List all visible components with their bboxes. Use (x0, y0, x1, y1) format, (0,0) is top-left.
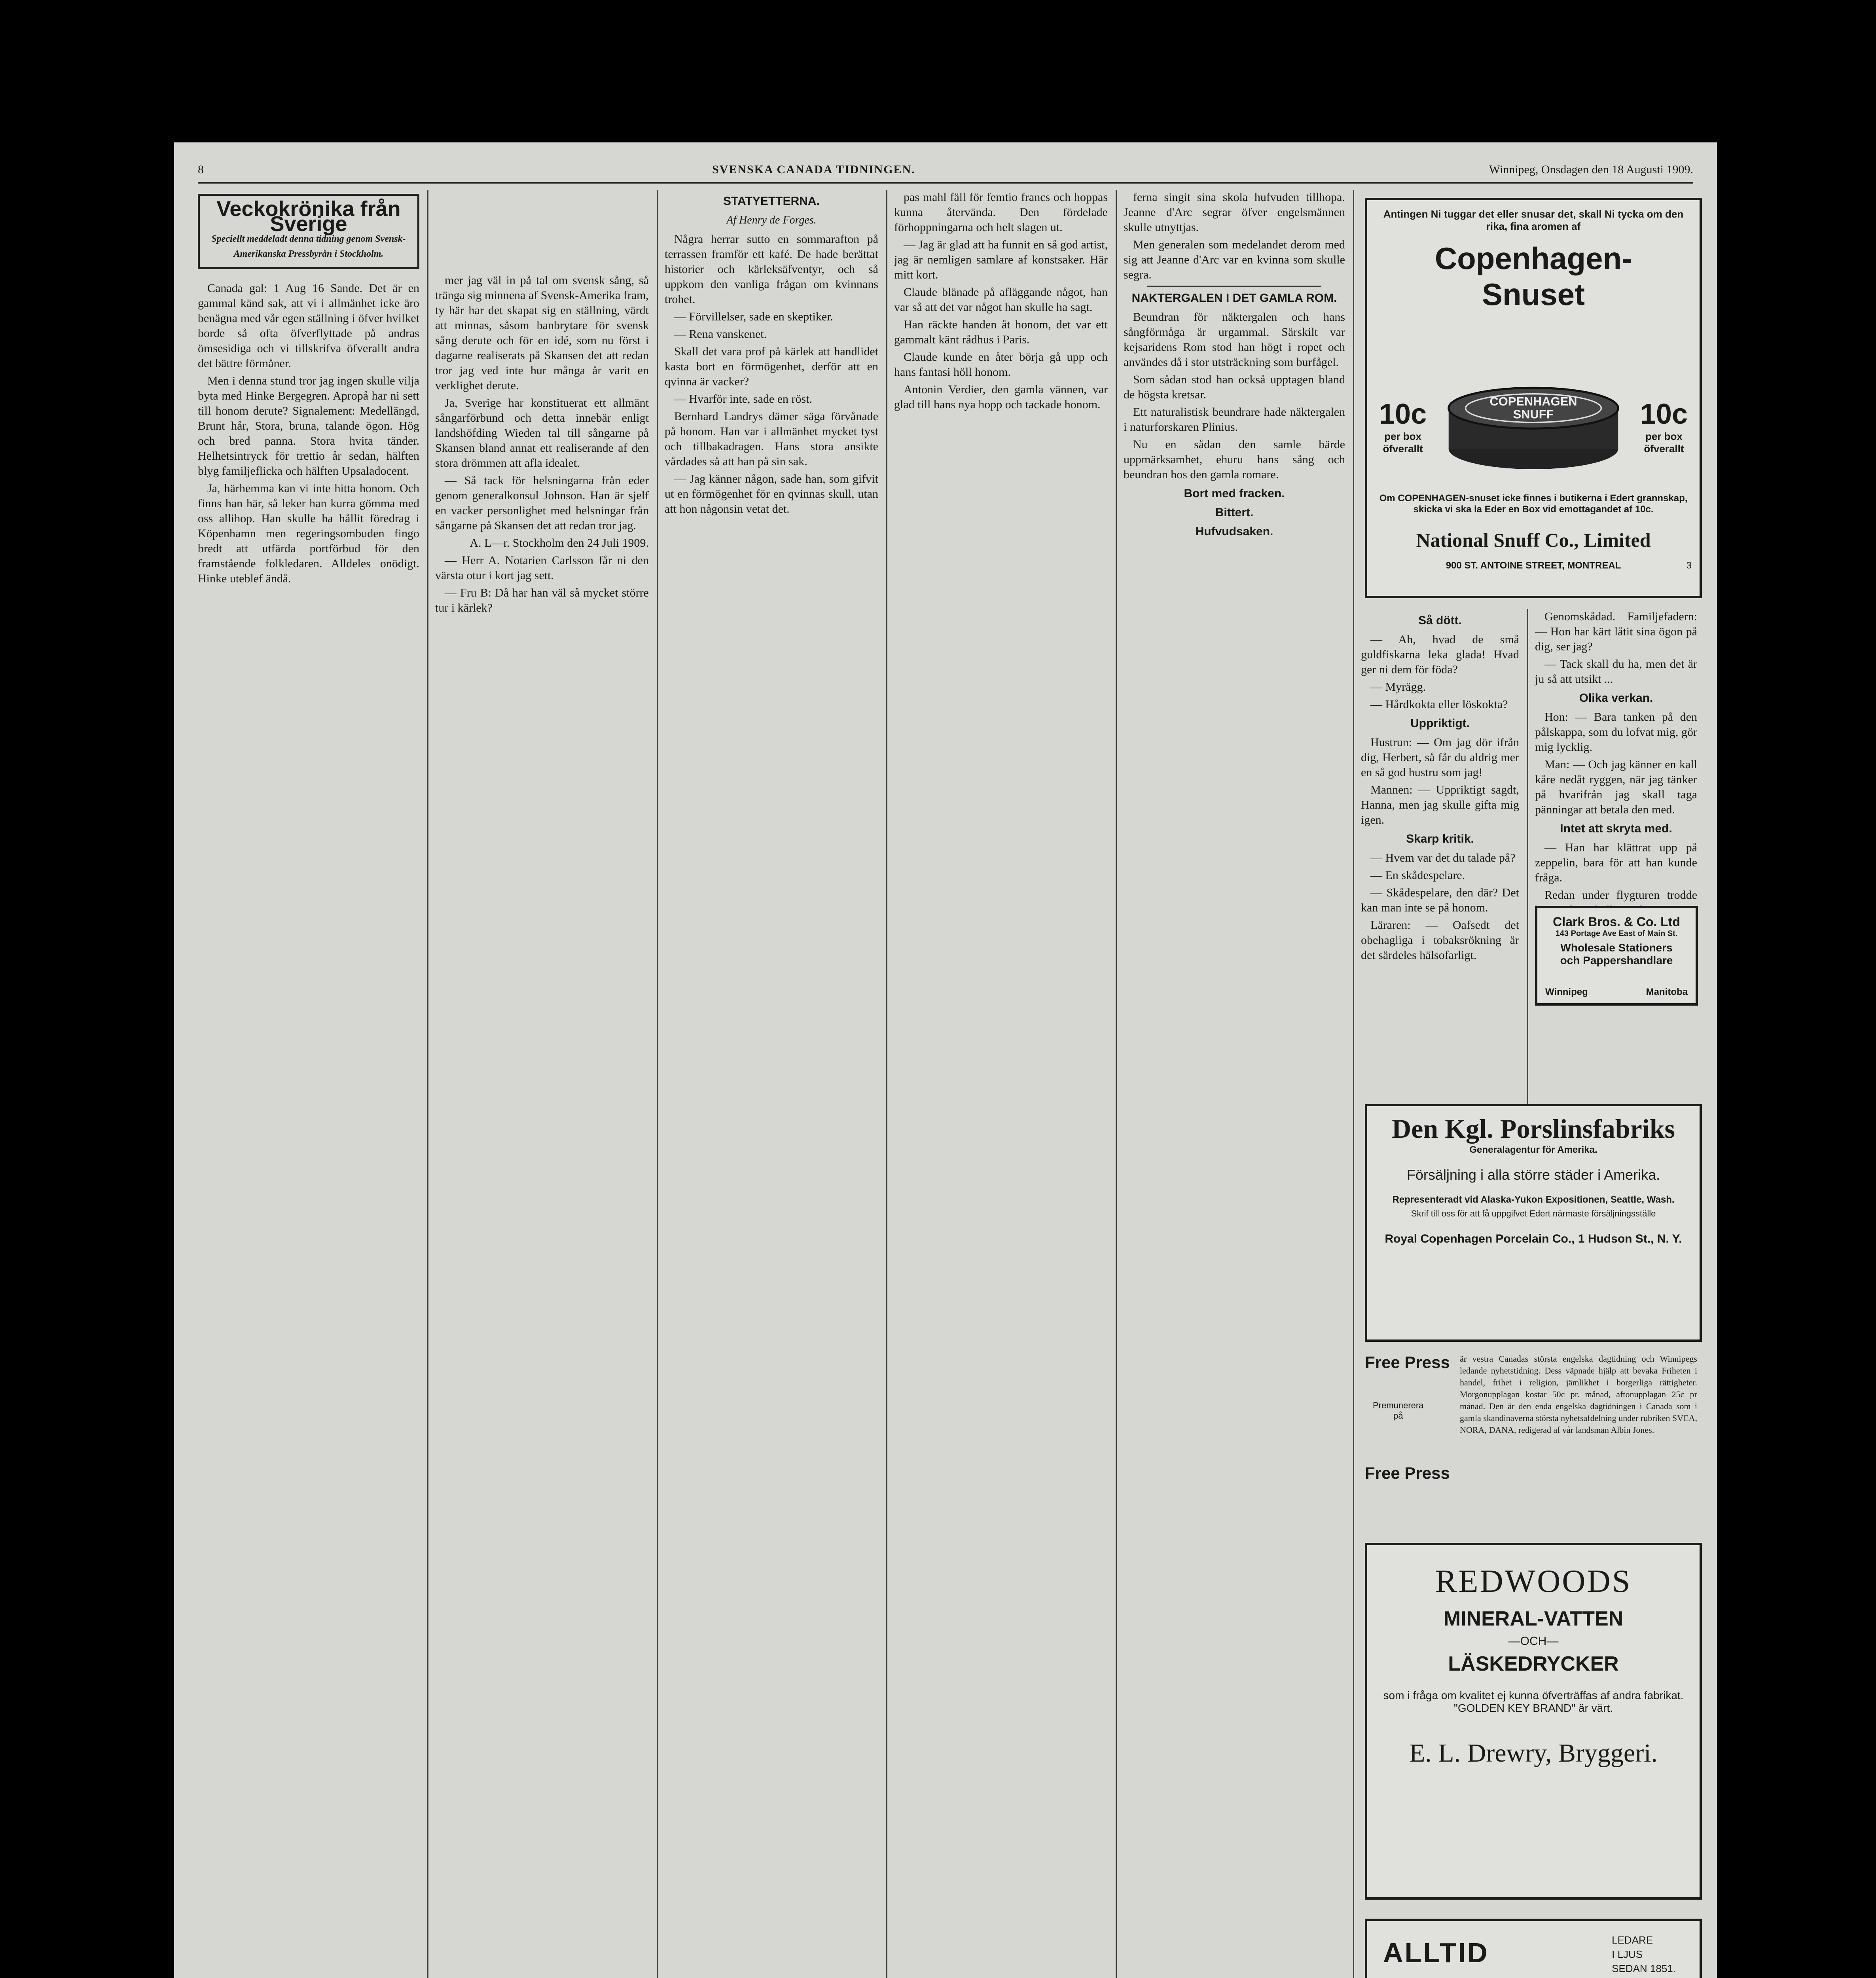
redwoods-line2: —OCH— (1508, 1635, 1559, 1648)
joke-paragraph: Hon: — Bara tanken på den pålskappa, som du lofvat mig, gör mig lycklig. (1535, 710, 1697, 754)
article-paragraph: Han räckte handen åt honom, det var ett gammalt känt rådhus i Paris. (894, 318, 1108, 346)
snuff-per-box: per box (1384, 430, 1422, 442)
article-paragraph: — Jag är glad att ha funnit en så god artist, jag är nemligen samlare af konstsaker. Här mitt kort. (894, 238, 1108, 281)
page-dateline: Winnipeg, Onsdagen den 18 Augusti 1909. (1489, 163, 1693, 176)
redwoods-line3: LÄSKEDRYCKER (1448, 1652, 1619, 1675)
snuff-everywhere: öfverallt (1644, 443, 1684, 455)
story-heading: NAKTERGALEN I DET GAMLA ROM. (1131, 292, 1337, 305)
snuff-address: 900 ST. ANTOINE STREET, MONTREAL (1446, 560, 1621, 571)
article-paragraph: Några herrar sutto en sommarafton på terrassen framför ett kafé. De hade berättat historier och kärleksäfventyr, och så uppkom den vanliga frågan om kvinnans trohet. (665, 233, 878, 306)
column-rule (1527, 609, 1528, 1116)
column-4 (894, 190, 1108, 1978)
snuff-everywhere: öfverallt (1383, 443, 1423, 455)
snuff-ad-note: Om COPENHAGEN-snuset icke finnes i butikerna i Edert grannskap, skicka vi ska la Eder en Box vid emottagandet af 10c. (1379, 493, 1688, 515)
joke-paragraph: — Myrägg. (1370, 680, 1426, 693)
snuff-price: 10c (1379, 398, 1427, 430)
story-heading: Bort med fracken. (1184, 487, 1285, 500)
joke-paragraph: — Skådespelare, den där? Det kan man inte se på honom. (1361, 886, 1519, 914)
column-rule (1353, 190, 1354, 1978)
clark-address: 143 Portage Ave East of Main St. (1555, 929, 1678, 938)
eddy-alltid: ALLTID (1383, 1937, 1489, 1968)
column-2 (435, 273, 649, 1978)
article-paragraph: Beundran för näktergalen och hans sångförmåga är urgammal. Särskilt var kejsaridens Rom stod han högt i ropet och användes då i stor utsträckning som burfågel. (1124, 311, 1345, 369)
joke-paragraph: Läraren: — Oafsedt det obehagliga i tobaksrökning är det särdeles hälsofarligt. (1361, 919, 1519, 962)
story-heading: STATYETTERNA. (723, 195, 820, 208)
redwoods-text: som i fråga om kvalitet ej kunna öfverträffas af andra fabrikat. "GOLDEN KEY BRAND" är värt. (1383, 1689, 1684, 1714)
joke-paragraph: Hustrun: — Om jag dör ifrån dig, Herbert, så får du aldrig mer en så god hustru som jag! (1361, 736, 1519, 779)
story-heading: Hufvudsaken. (1195, 525, 1273, 538)
joke-paragraph: Man: — Och jag känner en kall kåre nedåt ryggen, när jag tänker på hvarifrån jag skall taga pänningar att betala den med. (1535, 758, 1697, 816)
joke-paragraph: Redan under flygturen trodde (1544, 889, 1697, 902)
page-header (198, 158, 1693, 184)
tin-label-1: COPENHAGEN (1489, 394, 1577, 408)
joke-paragraph: — Hvem var det du talade på? (1370, 851, 1516, 864)
porcelain-title: Den Kgl. Porslinsfabriks (1392, 1114, 1675, 1144)
article-paragraph: — Herr A. Notarien Carlsson får ni den värsta otur i kort jag sett. (435, 554, 649, 582)
tin-label-2: SNUFF (1513, 407, 1554, 421)
eddy-ad (1365, 1919, 1702, 1978)
article-paragraph: — Förvillelser, sade en skeptiker. (674, 310, 834, 323)
column-5 (1124, 190, 1345, 1978)
page-number: 8 (198, 163, 204, 176)
eddy-leader-line: I LJUS (1612, 1948, 1643, 1960)
column-1 (198, 190, 419, 1978)
joke-paragraph: — Tack skall du ha, men det är ju så att utsikt ... (1535, 657, 1697, 686)
article-paragraph: Men i denna stund tror jag ingen skulle vilja byta med Hinke Bergegren. Apropå har ni sett till honom derute? Signalement: Medellängd, Brunt hår, Stora, bruna, talande ögon. Hög och bred panna. Stora hvita tänder. Helhetsintryck för trettio år sedan, hälften blyg familjeflicka och hälften Upsaladocent. (198, 374, 419, 477)
clark-name: Clark Bros. & Co. Ltd (1553, 915, 1680, 929)
eddy-leader-line: SEDAN 1851. (1612, 1963, 1676, 1974)
article-paragraph: — Rena vanskenet. (674, 328, 767, 341)
porcelain-write: Skrif till oss för att få uppgifvet Edert närmaste försäljningsställe (1411, 1209, 1656, 1218)
porcelain-company: Royal Copenhagen Porcelain Co., 1 Hudson St., N. Y. (1385, 1232, 1682, 1245)
free-press-label: Free Press (1365, 1464, 1450, 1482)
clark-bros-ad (1535, 906, 1698, 1006)
free-press-middle (1373, 1400, 1423, 1421)
article-paragraph: Claude blänade på afläggande något, han var så att det var något han skulle ha sagt. (894, 286, 1108, 314)
snuff-brand-line2: Snuset (1482, 277, 1585, 312)
redwoods-title: REDWOODS (1435, 1563, 1632, 1599)
joke-heading: Så dött. (1418, 614, 1462, 627)
column-7 (1535, 609, 1697, 902)
article-paragraph: Men generalen som medelandet derom med sig att Jeanne d'Arc var en kvinna som skulle segra. (1124, 238, 1345, 281)
story-byline: Af Henry de Forges. (726, 214, 817, 226)
snuff-price-right (1640, 398, 1688, 455)
free-press-label: Free Press (1365, 1353, 1450, 1372)
clark-line2: och Pappershandlare (1560, 954, 1673, 966)
column-3 (665, 190, 878, 1978)
chronicle-title: Veckokrönika från Sverige (216, 197, 401, 236)
snuff-per-box: per box (1645, 430, 1683, 442)
joke-heading: Uppriktigt. (1410, 717, 1470, 730)
article-paragraph: — Jag känner någon, sade han, som gifvit ut en förmögenhet för en qvinnas skull, utan att hon någonsin vetat det. (665, 472, 878, 515)
article-paragraph: Ett naturalistisk beundrare hade näktergalen i naturforskaren Plinius. (1124, 405, 1345, 434)
paper-title: SVENSKA CANADA TIDNINGEN. (712, 163, 915, 176)
article-paragraph: — Fru B: Då har han väl så mycket större tur i kärlek? (435, 586, 649, 614)
clark-province: Manitoba (1646, 987, 1688, 997)
chronicle-title-box (198, 194, 419, 269)
joke-heading: Intet att skryta med. (1560, 822, 1672, 835)
article-paragraph: Nu en sådan den samle bärde uppmärksamhet, ehuru hans sång och beundran hos den gamla romare. (1124, 438, 1345, 481)
snuff-brand-line1: Copenhagen- (1434, 241, 1632, 276)
snuff-ad (1365, 198, 1702, 598)
article-paragraph: — Så tack för helsningarna från eder genom generalkonsul Johnson. Han är sjelf en vacker personlighet med helsningar från sångarne på Skansen det att redan tror jag. (435, 474, 649, 532)
free-press-ad (1365, 1353, 1697, 1519)
column-rule (657, 190, 658, 1978)
free-press-pa: på (1393, 1411, 1403, 1421)
porcelain-sales: Försäljning i alla större städer i Amerika. (1406, 1167, 1660, 1183)
snuff-price: 10c (1640, 398, 1688, 430)
porcelain-agent: Generalagentur för Amerika. (1469, 1144, 1597, 1155)
clark-line1: Wholesale Stationers (1560, 942, 1673, 954)
section-divider (1147, 286, 1321, 287)
article-paragraph: Canada gal: 1 Aug 16 Sande. Det är en gammal känd sak, att vi i allmänhet icke äro benägna med vår egen ställning i öfver hvilket borde så ofta öfverflyttade på andras ömsesidiga och vi tillskrifva öfverallt andra det bättre förmåner. (198, 282, 419, 370)
redwoods-ad (1365, 1543, 1702, 1900)
article-paragraph: mer jag väl in på tal om svensk sång, så tränga sig minnena af Svensk-Amerika fram, ty här har det skapat sig en ställning, värdt att minnas, såsom banbrytare för svensk sång derute och för en idé, som nu först i dagarne realiserats på Skansen det att redan tror jag ved inte hur många år varit en verklighet derute. (435, 274, 649, 392)
joke-heading: Skarp kritik. (1406, 832, 1474, 845)
joke-paragraph: Mannen: — Uppriktigt sagdt, Hanna, men jag skulle gifta mig igen. (1361, 783, 1519, 826)
article-paragraph: Skall det vara prof på kärlek att handlidet kasta bort en förmögenhet, derför att en qvinna är vacker? (665, 345, 878, 388)
redwoods-line1: MINERAL-VATTEN (1443, 1607, 1624, 1630)
porcelain-ad (1365, 1104, 1702, 1342)
porcelain-expo: Representeradt vid Alaska-Yukon Expositionen, Seattle, Wash. (1392, 1194, 1675, 1205)
column-rule (1116, 190, 1117, 1978)
free-press-text: är vestra Canadas största engelska dagtidning och Winnipegs ledande nyhetstidning. Dess väpnade hjälp att bevaka Friheten i handel, frihet i religion, jämlikhet i borgerliga rättigheter. Morgonupplagan kostar 50c pr. månad, aftonupplagan 25c pr månad. Den är den enda engelska dagtidningen i Canada som i gamla skandinaverna största nyhetsafdelning under rubriken SVEA, NORA, DANA, redigerad af vår landsman Albin Jones. (1460, 1354, 1697, 1435)
article-paragraph: Ja, Sverige har konstituerat ett allmänt sångarförbund och detta innebär enligt landshöfding Wieden tal till sångarne på Skansen bland annat ett realiserande af den stora drömmen att afla idealet. (435, 396, 649, 470)
redwoods-company: E. L. Drewry, Bryggeri. (1409, 1739, 1658, 1768)
snuff-tin-icon (1438, 366, 1628, 477)
newspaper-page (174, 142, 1717, 1978)
column-rule (886, 190, 887, 1978)
free-press-premunerera: Premunerera (1373, 1400, 1424, 1410)
joke-paragraph: — Ah, hvad de små guldfiskarna leka glada! Hvad ger ni dem för föda? (1361, 633, 1519, 676)
snuff-price-left (1379, 398, 1427, 455)
column-rule (427, 190, 428, 1978)
eddy-leader-line: LEDARE (1612, 1934, 1653, 1946)
joke-paragraph: — En skådespelare. (1370, 869, 1465, 882)
joke-heading: Olika verkan. (1579, 692, 1653, 705)
article-paragraph: Som sådan stod han också upptagen bland de högsta kretsar. (1124, 373, 1345, 401)
snuff-ad-intro: Antingen Ni tuggar det eller snusar det, skall Ni tycka om den rika, fina aromen af (1383, 208, 1684, 232)
snuff-company: National Snuff Co., Limited (1416, 529, 1651, 551)
eddy-leader (1612, 1933, 1676, 1976)
article-paragraph: Bernhard Landrys dämer säga förvånade på honom. Han var i allmänhet mycket tyst och tillbakadragen. Hans stora ansikte vårdades så att han på sin sak. (665, 410, 878, 468)
article-paragraph: Ja, härhemma kan vi inte hitta honom. Och finns han här, så leker han kurra gömma med oss allihop. Han skulle ha hållit föredrag i Köpenhamn men regeringsombuden fingo bredt att utfärda portförbud för den framstående folkledaren. Alldeles onödigt. Hinke uteblef ändå. (198, 482, 419, 585)
story-heading: Bittert. (1215, 506, 1254, 519)
joke-paragraph: — Han har klättrat upp på zeppelin, bara för att han kunde fråga. (1535, 841, 1697, 884)
joke-paragraph: Genomskådad. Familjefadern: — Hon har kärt låtit sina ögon på dig, ser jag? (1535, 610, 1697, 653)
joke-paragraph: — Hårdkokta eller löskokta? (1370, 698, 1508, 711)
article-paragraph: Claude kunde en åter börja gå upp och hans fantasi höll honom. (894, 351, 1108, 379)
column-6 (1361, 609, 1519, 1116)
article-signature: A. L—r. Stockholm den 24 Juli 1909. (470, 536, 649, 549)
snuff-corner-number: 3 (1686, 560, 1692, 571)
clark-city: Winnipeg (1545, 987, 1588, 997)
article-paragraph: pas mahl fäll för femtio francs och hoppas kunna återvända. Den fördelade förhoppningarna och helt slagen ut. (894, 191, 1108, 234)
article-paragraph: — Hvarför inte, sade en röst. (674, 392, 813, 405)
chronicle-subtitle: Speciellt meddeladt denna tidning genom Svensk-Amerikanska Pressbyrån i Stockholm. (211, 234, 406, 259)
article-paragraph: Antonin Verdier, den gamla vännen, var glad till hans nya hopp och tackade honom. (894, 383, 1108, 411)
article-paragraph: ferna singit sina skola hufvuden tillhopa. Jeanne d'Arc segrar öfver engelsmännen skulle utnyttjas. (1124, 191, 1345, 234)
